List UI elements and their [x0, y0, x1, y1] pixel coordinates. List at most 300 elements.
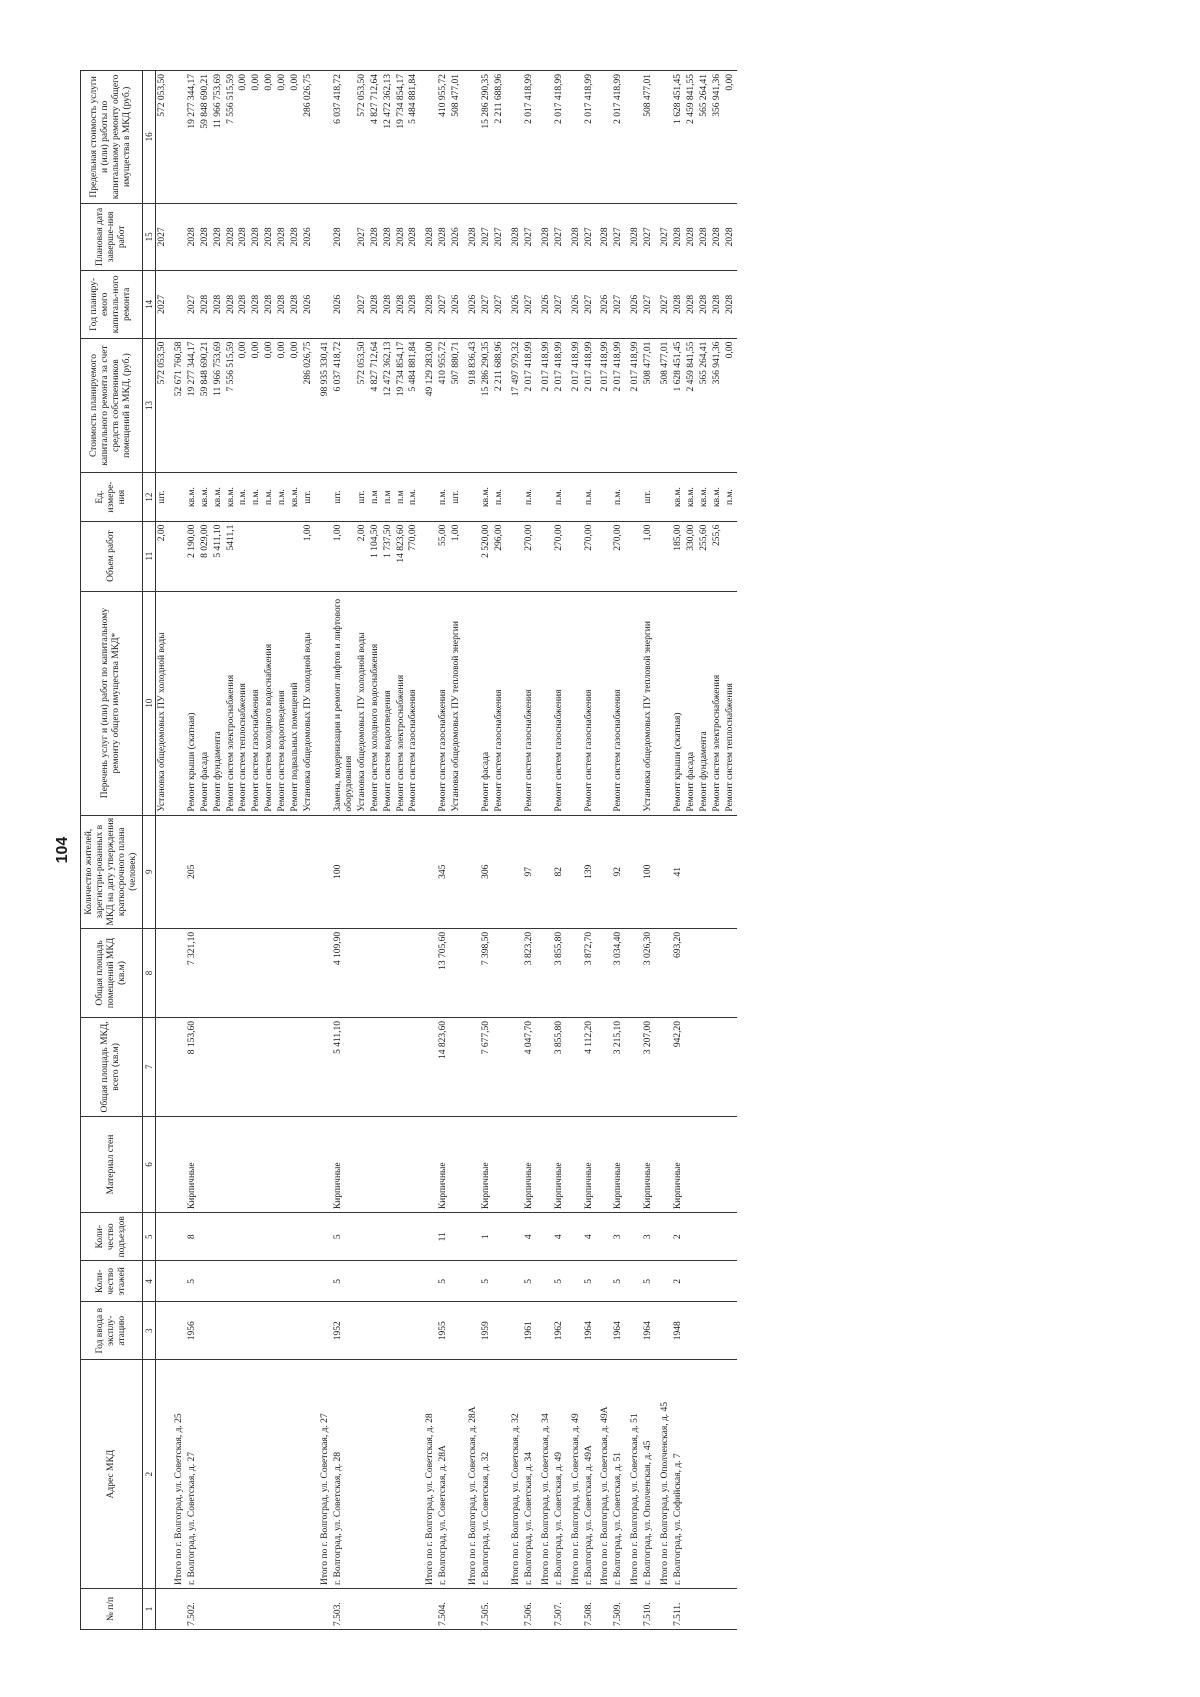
cell-col-1 — [155, 1589, 168, 1630]
cell-col-5: 3 — [612, 1213, 625, 1261]
cell-col-15: 2026 — [450, 203, 463, 270]
column-number-15: 15 — [142, 203, 155, 270]
cell-col-9 — [698, 815, 711, 928]
cell-col-6 — [655, 1116, 672, 1212]
cell-col-4: 5 — [437, 1261, 450, 1302]
cell-col-5 — [536, 1213, 553, 1261]
cell-col-14: 2028 — [225, 271, 238, 338]
cell-col-8 — [263, 928, 276, 1017]
cell-col-8 — [289, 928, 302, 1017]
cell-col-11: 1,00 — [332, 521, 356, 591]
cell-col-16 — [566, 71, 583, 204]
cell-col-9: 92 — [612, 815, 625, 928]
cell-col-12 — [595, 473, 612, 521]
cell-col-11: 185,00 — [672, 521, 685, 591]
cell-col-4: 5 — [480, 1261, 493, 1302]
cell-col-8: 13 705,60 — [437, 928, 450, 1017]
cell-col-13: 2 017 418,99 — [536, 338, 553, 473]
cell-col-9 — [536, 815, 553, 928]
cell-col-15: 2028 — [536, 203, 553, 270]
cell-col-12: п.м. — [493, 473, 506, 521]
table-row — [155, 71, 168, 1630]
cell-col-6 — [315, 1116, 332, 1212]
cell-col-13: 19 734 854,17 — [395, 338, 408, 473]
cell-col-3 — [369, 1302, 382, 1360]
cell-col-14: 2028 — [382, 271, 395, 338]
cell-col-1 — [450, 1589, 463, 1630]
cell-col-16: 11 966 753,69 — [212, 71, 225, 204]
cell-col-10: Ремонт фасада — [685, 591, 698, 815]
cell-col-8: 3 855,80 — [553, 928, 566, 1017]
cell-col-5 — [199, 1213, 212, 1261]
cell-col-9 — [225, 815, 238, 928]
table-row — [685, 71, 698, 1630]
column-header-3: Год ввода в эксплу-атацию — [81, 1302, 143, 1360]
cell-col-6 — [302, 1116, 315, 1212]
cell-col-8 — [369, 928, 382, 1017]
column-number-10: 10 — [142, 591, 155, 815]
cell-col-1 — [225, 1589, 238, 1630]
cell-col-7 — [685, 1018, 698, 1117]
cell-col-1 — [407, 1589, 420, 1630]
cell-col-6 — [506, 1116, 523, 1212]
cell-col-8 — [237, 928, 250, 1017]
cell-col-12 — [463, 473, 480, 521]
cell-col-3 — [225, 1302, 238, 1360]
cell-col-2 — [711, 1360, 724, 1589]
cell-col-4 — [369, 1261, 382, 1302]
cell-col-7 — [212, 1018, 225, 1117]
column-number-2: 2 — [142, 1360, 155, 1589]
cell-col-4 — [536, 1261, 553, 1302]
cell-col-6 — [536, 1116, 553, 1212]
cell-col-2 — [237, 1360, 250, 1589]
table-row — [237, 71, 250, 1630]
cell-col-14: 2028 — [237, 271, 250, 338]
cell-col-7: 8 153,60 — [186, 1018, 199, 1117]
cell-col-15: 2028 — [369, 203, 382, 270]
table-row — [595, 71, 612, 1630]
cell-col-1 — [212, 1589, 225, 1630]
cell-col-1 — [595, 1589, 612, 1630]
cell-col-1: 7.508. — [583, 1589, 596, 1630]
cell-col-10: Ремонт систем газоснабжения — [553, 591, 566, 815]
cell-col-2 — [199, 1360, 212, 1589]
cell-col-13: 4 827 712,64 — [369, 338, 382, 473]
cell-col-5 — [506, 1213, 523, 1261]
cell-col-3 — [724, 1302, 737, 1360]
cell-col-15: 2027 — [356, 203, 369, 270]
cell-col-11: 270,00 — [523, 521, 536, 591]
cell-col-5 — [450, 1213, 463, 1261]
cell-col-6: Кирпичные — [437, 1116, 450, 1212]
cell-col-5 — [315, 1213, 332, 1261]
cell-col-1 — [250, 1589, 263, 1630]
cell-col-15: 2028 — [186, 203, 199, 270]
cell-col-1: 7.505. — [480, 1589, 493, 1630]
cell-col-12 — [420, 473, 437, 521]
cell-col-7 — [155, 1018, 168, 1117]
cell-col-15: 2028 — [711, 203, 724, 270]
cell-col-13: 17 497 979,32 — [506, 338, 523, 473]
cell-col-7: 5 411,10 — [332, 1018, 356, 1117]
cell-col-14: 2027 — [583, 271, 596, 338]
table-row — [332, 71, 356, 1630]
cell-col-1 — [536, 1589, 553, 1630]
cell-col-10: Ремонт фундамента — [212, 591, 225, 815]
cell-col-7 — [595, 1018, 612, 1117]
cell-col-15: 2028 — [724, 203, 737, 270]
cell-col-16: 7 556 515,59 — [225, 71, 238, 204]
cell-col-10 — [625, 591, 642, 815]
cell-col-5 — [685, 1213, 698, 1261]
column-number-13: 13 — [142, 338, 155, 473]
cell-col-12: кв.м. — [698, 473, 711, 521]
cell-col-4 — [212, 1261, 225, 1302]
cell-col-3 — [407, 1302, 420, 1360]
cell-col-1 — [315, 1589, 332, 1630]
cell-col-6 — [169, 1116, 186, 1212]
cell-col-13: 2 211 688,96 — [493, 338, 506, 473]
cell-col-2 — [724, 1360, 737, 1589]
cell-col-12: п.м. — [612, 473, 625, 521]
cell-col-2: Итого по г. Волгоград, ул. Советская, д. 51 — [625, 1360, 642, 1589]
cell-col-6 — [369, 1116, 382, 1212]
table-body — [155, 71, 736, 1630]
cell-col-12: кв.м. — [480, 473, 493, 521]
cell-col-11 — [463, 521, 480, 591]
cell-col-16 — [595, 71, 612, 204]
cell-col-4 — [595, 1261, 612, 1302]
cell-col-6 — [356, 1116, 369, 1212]
cell-col-9 — [685, 815, 698, 928]
cell-col-10 — [463, 591, 480, 815]
table-row — [612, 71, 625, 1630]
cell-col-5: 4 — [583, 1213, 596, 1261]
column-header-14: Год планиру-емого капиталь-ного ремонта — [81, 271, 143, 338]
cell-col-11 — [655, 521, 672, 591]
cell-col-2: г. Волгоград, ул. Ополченская, д. 45 — [642, 1360, 655, 1589]
table-row — [369, 71, 382, 1630]
cell-col-8 — [225, 928, 238, 1017]
cell-col-11 — [536, 521, 553, 591]
cell-col-7 — [225, 1018, 238, 1117]
cell-col-16: 0,00 — [276, 71, 289, 204]
cell-col-12: кв.м. — [672, 473, 685, 521]
column-header-7: Общая площадь МКД, всего (кв.м) — [81, 1018, 143, 1117]
cell-col-10 — [506, 591, 523, 815]
cell-col-12 — [566, 473, 583, 521]
cell-col-11: 1,00 — [302, 521, 315, 591]
cell-col-4 — [566, 1261, 583, 1302]
cell-col-15: 2027 — [523, 203, 536, 270]
cell-col-9 — [237, 815, 250, 928]
cell-col-16 — [169, 71, 186, 204]
cell-col-4 — [302, 1261, 315, 1302]
cell-col-1: 7.504. — [437, 1589, 450, 1630]
cell-col-9 — [711, 815, 724, 928]
cell-col-14: 2027 — [642, 271, 655, 338]
cell-col-6: Кирпичные — [583, 1116, 596, 1212]
table-row — [450, 71, 463, 1630]
cell-col-12: п.м — [382, 473, 395, 521]
cell-col-6 — [395, 1116, 408, 1212]
cell-col-8: 3 872,70 — [583, 928, 596, 1017]
cell-col-7: 7 677,50 — [480, 1018, 493, 1117]
column-number-8: 8 — [142, 928, 155, 1017]
cell-col-16: 572 053,50 — [356, 71, 369, 204]
cell-col-11: 5 411,10 — [212, 521, 225, 591]
cell-col-13: 7 556 515,59 — [225, 338, 238, 473]
cell-col-4: 5 — [642, 1261, 655, 1302]
cell-col-4 — [169, 1261, 186, 1302]
cell-col-11: 2 190,00 — [186, 521, 199, 591]
cell-col-10 — [169, 591, 186, 815]
table-row — [395, 71, 408, 1630]
cell-col-8: 4 109,90 — [332, 928, 356, 1017]
cell-col-13: 572 053,50 — [356, 338, 369, 473]
cell-col-7 — [289, 1018, 302, 1117]
cell-col-8 — [711, 928, 724, 1017]
table-row — [724, 71, 737, 1630]
cell-col-14: 2028 — [685, 271, 698, 338]
cell-col-14: 2028 — [420, 271, 437, 338]
cell-col-5: 3 — [642, 1213, 655, 1261]
cell-col-9 — [250, 815, 263, 928]
cell-col-8 — [463, 928, 480, 1017]
cell-col-14: 2026 — [625, 271, 642, 338]
cell-col-16: 2 017 418,99 — [523, 71, 536, 204]
cell-col-9 — [493, 815, 506, 928]
cell-col-9 — [506, 815, 523, 928]
column-header-2: Адрес МКД — [81, 1360, 143, 1589]
cell-col-13: 2 017 418,99 — [583, 338, 596, 473]
cell-col-4 — [263, 1261, 276, 1302]
cell-col-15: 2028 — [276, 203, 289, 270]
cell-col-4: 5 — [553, 1261, 566, 1302]
cell-col-6 — [199, 1116, 212, 1212]
cell-col-14: 2028 — [724, 271, 737, 338]
cell-col-1 — [566, 1589, 583, 1630]
cell-col-5 — [155, 1213, 168, 1261]
column-header-8: Общая площадь помещений МКД (кв.м) — [81, 928, 143, 1017]
cell-col-10: Ремонт систем газоснабжения — [493, 591, 506, 815]
cell-col-12: шт. — [302, 473, 315, 521]
cell-col-2 — [263, 1360, 276, 1589]
cell-col-16: 508 477,01 — [642, 71, 655, 204]
cell-col-12: п.м — [395, 473, 408, 521]
cell-col-16: 0,00 — [237, 71, 250, 204]
cell-col-2 — [276, 1360, 289, 1589]
cell-col-12: кв.м. — [685, 473, 698, 521]
cell-col-6 — [493, 1116, 506, 1212]
cell-col-15: 2028 — [595, 203, 612, 270]
cell-col-11: 8 029,00 — [199, 521, 212, 591]
cell-col-15: 2028 — [463, 203, 480, 270]
cell-col-6 — [276, 1116, 289, 1212]
cell-col-2: Итого по г. Волгоград, ул. Советская, д. 49 — [566, 1360, 583, 1589]
cell-col-2: г. Волгоград, ул. Советская, д. 49 — [553, 1360, 566, 1589]
cell-col-8: 693,20 — [672, 928, 685, 1017]
cell-col-8: 7 321,10 — [186, 928, 199, 1017]
cell-col-3: 1948 — [672, 1302, 685, 1360]
cell-col-10: Ремонт фасада — [480, 591, 493, 815]
cell-col-4 — [493, 1261, 506, 1302]
cell-col-15: 2028 — [698, 203, 711, 270]
cell-col-4 — [420, 1261, 437, 1302]
cell-col-16: 2 459 841,55 — [685, 71, 698, 204]
cell-col-5 — [420, 1213, 437, 1261]
cell-col-10: Ремонт систем холодного водоснабжения — [263, 591, 276, 815]
cell-col-14: 2028 — [250, 271, 263, 338]
cell-col-3 — [315, 1302, 332, 1360]
cell-col-4 — [225, 1261, 238, 1302]
page-number: 104 — [54, 836, 71, 864]
cell-col-4 — [698, 1261, 711, 1302]
column-header-5: Коли-чество подъездов — [81, 1213, 143, 1261]
column-number-4: 4 — [142, 1261, 155, 1302]
cell-col-2 — [407, 1360, 420, 1589]
cell-col-1: 7.507. — [553, 1589, 566, 1630]
cell-col-6 — [685, 1116, 698, 1212]
table-row — [420, 71, 437, 1630]
cell-col-7 — [382, 1018, 395, 1117]
cell-col-15: 2027 — [583, 203, 596, 270]
cell-col-5 — [407, 1213, 420, 1261]
cell-col-1 — [356, 1589, 369, 1630]
cell-col-16 — [506, 71, 523, 204]
cell-col-2 — [395, 1360, 408, 1589]
cell-col-14: 2027 — [553, 271, 566, 338]
cell-col-11: 2 520,00 — [480, 521, 493, 591]
cell-col-3 — [450, 1302, 463, 1360]
cell-col-7 — [407, 1018, 420, 1117]
cell-col-11: 2,00 — [155, 521, 168, 591]
cell-col-3: 1962 — [553, 1302, 566, 1360]
cell-col-14: 2028 — [711, 271, 724, 338]
cell-col-6 — [155, 1116, 168, 1212]
table-row — [263, 71, 276, 1630]
cell-col-3: 1959 — [480, 1302, 493, 1360]
cell-col-10: Ремонт систем водоотведения — [382, 591, 395, 815]
cell-col-16: 286 026,75 — [302, 71, 315, 204]
cell-col-5 — [263, 1213, 276, 1261]
cell-col-8: 7 398,50 — [480, 928, 493, 1017]
cell-col-12 — [169, 473, 186, 521]
cell-col-11: 255,6 — [711, 521, 724, 591]
cell-col-3: 1955 — [437, 1302, 450, 1360]
cell-col-4: 5 — [186, 1261, 199, 1302]
cell-col-10: Ремонт крыши (скатная) — [672, 591, 685, 815]
cell-col-9: 100 — [332, 815, 356, 928]
cell-col-4 — [155, 1261, 168, 1302]
column-header-9: Количество жителей, зарегистри-рованных в МКД на дату утверждения краткосрочного плана (человек) — [81, 815, 143, 928]
cell-col-13: 410 955,72 — [437, 338, 450, 473]
cell-col-14: 2026 — [506, 271, 523, 338]
cell-col-1: 7.510. — [642, 1589, 655, 1630]
cell-col-16 — [655, 71, 672, 204]
cell-col-6 — [595, 1116, 612, 1212]
cell-col-13: 0,00 — [250, 338, 263, 473]
cell-col-12: кв.м. — [289, 473, 302, 521]
cell-col-11 — [724, 521, 737, 591]
cell-col-16: 2 017 418,99 — [583, 71, 596, 204]
cell-col-1: 7.506. — [523, 1589, 536, 1630]
cell-col-7: 4 047,70 — [523, 1018, 536, 1117]
column-header-4: Коли-чество этажей — [81, 1261, 143, 1302]
cell-col-16: 0,00 — [250, 71, 263, 204]
cell-col-14: 2028 — [369, 271, 382, 338]
cell-col-5: 11 — [437, 1213, 450, 1261]
cell-col-9 — [356, 815, 369, 928]
cell-col-11: 1 737,50 — [382, 521, 395, 591]
cell-col-7: 3 215,10 — [612, 1018, 625, 1117]
cell-col-2: Итого по г. Волгоград, ул. Советская, д. 27 — [315, 1360, 332, 1589]
cell-col-11 — [506, 521, 523, 591]
cell-col-12 — [506, 473, 523, 521]
cell-col-14: 2027 — [480, 271, 493, 338]
column-number-row — [142, 71, 155, 1630]
cell-col-5 — [289, 1213, 302, 1261]
table-row — [536, 71, 553, 1630]
cell-col-12: кв.м. — [199, 473, 212, 521]
cell-col-7 — [724, 1018, 737, 1117]
cell-col-12: кв.м. — [186, 473, 199, 521]
cell-col-11: 14 823,60 — [395, 521, 408, 591]
cell-col-15: 2027 — [493, 203, 506, 270]
cell-col-14: 2026 — [595, 271, 612, 338]
cell-col-6 — [289, 1116, 302, 1212]
cell-col-14: 2026 — [302, 271, 315, 338]
cell-col-7 — [395, 1018, 408, 1117]
cell-col-13: 2 017 418,99 — [523, 338, 536, 473]
cell-col-10: Ремонт систем газоснабжения — [407, 591, 420, 815]
cell-col-10: Замена, модернизация и ремонт лифтов и лифтового оборудования — [332, 591, 356, 815]
cell-col-13: 0,00 — [724, 338, 737, 473]
cell-col-4 — [724, 1261, 737, 1302]
cell-col-8 — [493, 928, 506, 1017]
cell-col-2: г. Волгоград, ул. Советская, д. 28А — [437, 1360, 450, 1589]
cell-col-11: 270,00 — [583, 521, 596, 591]
cell-col-3 — [463, 1302, 480, 1360]
cell-col-15: 2028 — [437, 203, 450, 270]
cell-col-13: 6 037 418,72 — [332, 338, 356, 473]
cell-col-10: Ремонт систем теплоснабжения — [724, 591, 737, 815]
cell-col-10: Установка общедомовых ПУ тепловой энергии — [450, 591, 463, 815]
cell-col-4 — [711, 1261, 724, 1302]
cell-col-7 — [450, 1018, 463, 1117]
cell-col-1 — [199, 1589, 212, 1630]
cell-col-13: 1 628 451,45 — [672, 338, 685, 473]
cell-col-3 — [199, 1302, 212, 1360]
cell-col-13: 508 477,01 — [642, 338, 655, 473]
cell-col-9 — [655, 815, 672, 928]
column-number-16: 16 — [142, 71, 155, 204]
cell-col-16: 4 827 712,64 — [369, 71, 382, 204]
cell-col-12: шт. — [332, 473, 356, 521]
cell-col-6: Кирпичные — [480, 1116, 493, 1212]
column-number-3: 3 — [142, 1302, 155, 1360]
cell-col-1 — [263, 1589, 276, 1630]
column-number-5: 5 — [142, 1213, 155, 1261]
cell-col-12: п.м. — [407, 473, 420, 521]
cell-col-11: 330,00 — [685, 521, 698, 591]
cell-col-2: г. Волгоград, ул. Советская, д. 51 — [612, 1360, 625, 1589]
cell-col-11 — [237, 521, 250, 591]
cell-col-11: 255,60 — [698, 521, 711, 591]
cell-col-6 — [724, 1116, 737, 1212]
cell-col-13: 98 935 330,41 — [315, 338, 332, 473]
